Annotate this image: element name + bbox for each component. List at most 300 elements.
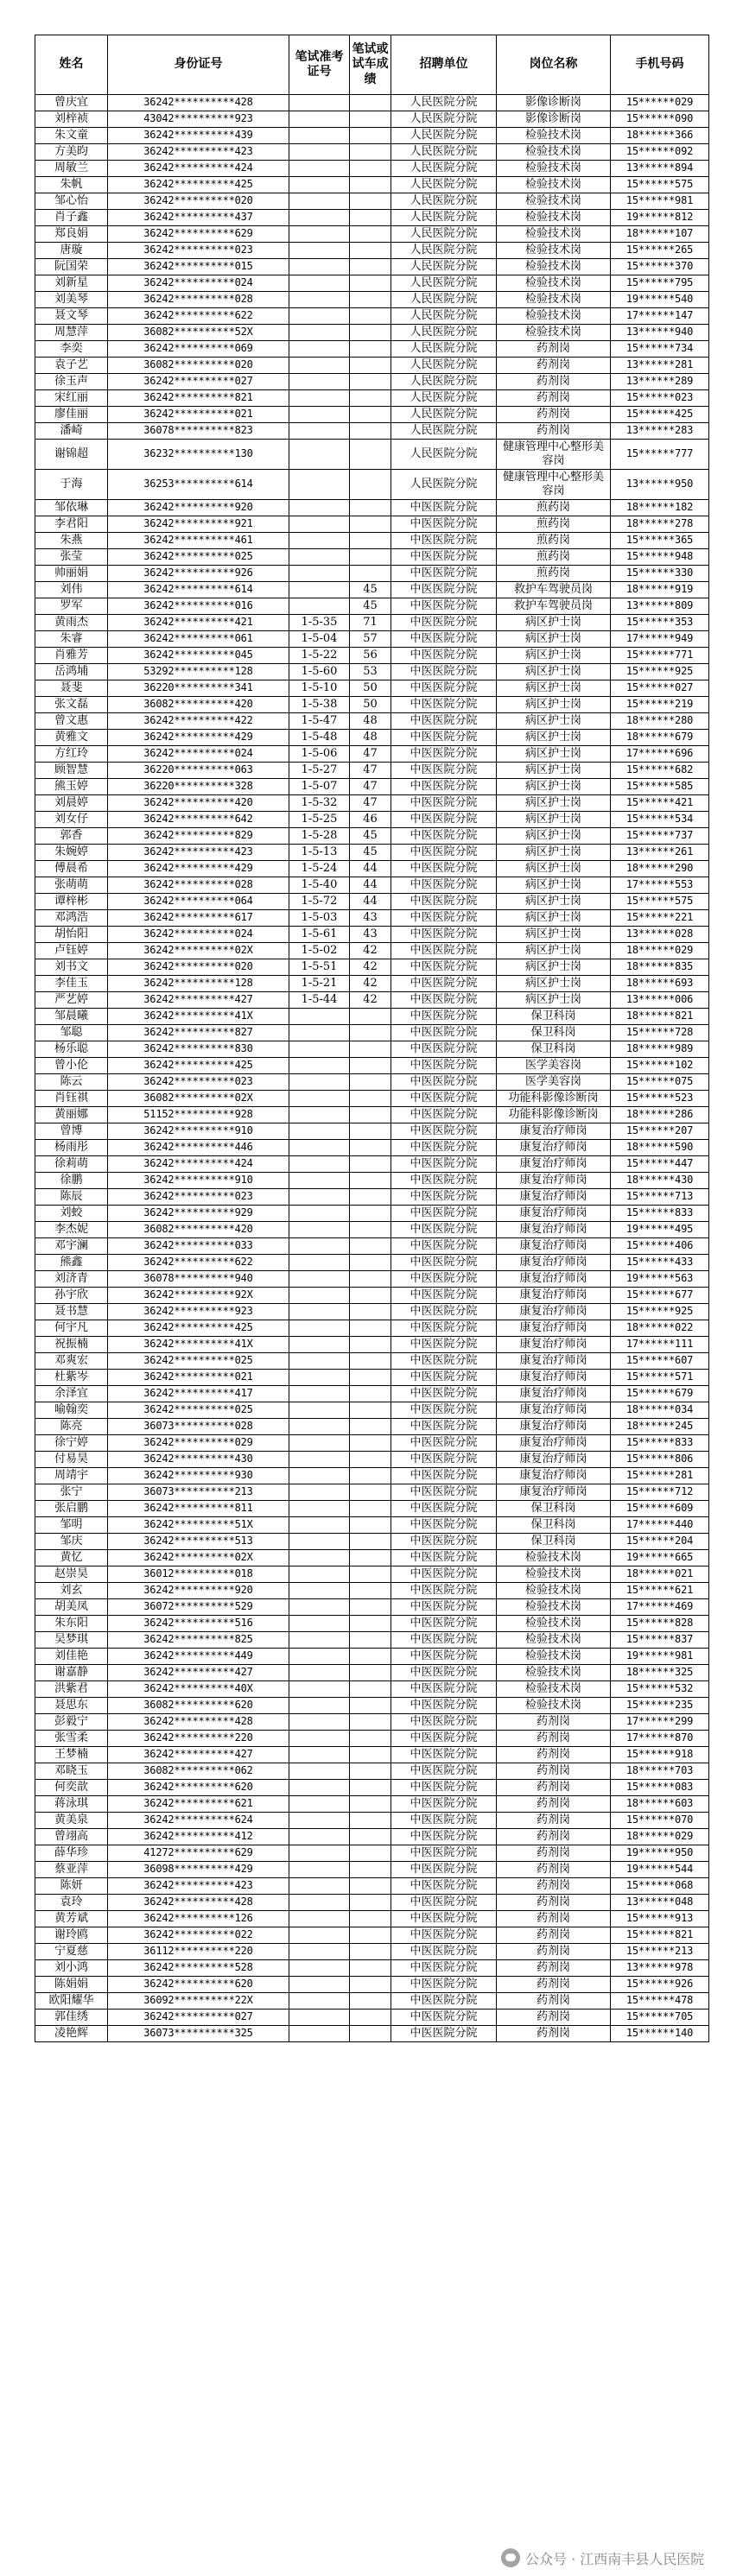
table-row [35,1501,709,1517]
cell-exam-ticket [289,1156,350,1173]
cell-employer: 中医医院分院 [391,500,497,516]
cell-name: 孙宇欣 [35,1288,108,1304]
cell-position: 保卫科岗 [497,1025,611,1041]
cell-name: 宋红丽 [35,390,108,407]
cell-employer: 中医医院分院 [391,1829,497,1845]
cell-id-number: 36242**********920 [108,500,289,516]
cell-id-number: 36242**********923 [108,1304,289,1320]
cell-name: 周慧萍 [35,325,108,341]
cell-employer: 人民医院分院 [391,128,497,144]
cell-name: 熊鑫 [35,1255,108,1271]
cell-employer: 中医医院分院 [391,1714,497,1731]
cell-score [350,1895,391,1911]
cell-exam-ticket: 1-5-07 [289,779,350,795]
wechat-icon [501,2548,520,2567]
cell-employer: 人民医院分院 [391,259,497,275]
cell-id-number: 36242**********425 [108,1058,289,1074]
cell-position: 煎药岗 [497,566,611,582]
cell-position: 检验技术岗 [497,1649,611,1665]
cell-employer: 人民医院分院 [391,407,497,423]
cell-exam-ticket [289,2026,350,2042]
cell-phone: 17******870 [611,1731,709,1747]
cell-position: 药剂岗 [497,1960,611,1977]
table-row [35,1468,709,1484]
cell-score: 47 [350,746,391,763]
cell-employer: 中医医院分院 [391,1632,497,1649]
cell-name: 刘美琴 [35,292,108,308]
cell-id-number: 36242**********02X [108,943,289,959]
cell-position: 康复治疗师岗 [497,1320,611,1337]
cell-phone: 15******219 [611,697,709,713]
cell-score [350,1665,391,1681]
cell-name: 帅丽娟 [35,566,108,582]
table-row [35,976,709,992]
cell-name: 邓晓玉 [35,1763,108,1780]
cell-score: 43 [350,927,391,943]
table-row [35,779,709,795]
cell-employer: 中医医院分院 [391,549,497,566]
cell-id-number: 36242**********421 [108,615,289,631]
cell-phone: 13******950 [611,470,709,500]
cell-score [350,1091,391,1107]
cell-employer: 中医医院分院 [391,1993,497,2010]
cell-phone: 17******440 [611,1517,709,1534]
cell-phone: 18******280 [611,713,709,730]
cell-id-number: 36242**********437 [108,210,289,226]
cell-id-number: 36242**********061 [108,631,289,648]
table-row [35,1337,709,1353]
cell-exam-ticket: 1-5-27 [289,763,350,779]
cell-position: 医学美容岗 [497,1058,611,1074]
cell-score [350,1288,391,1304]
table-row [35,1649,709,1665]
table-row [35,1173,709,1189]
table-row [35,1632,709,1649]
cell-position: 煎药岗 [497,516,611,533]
cell-id-number: 36072**********529 [108,1599,289,1616]
cell-name: 黄丽娜 [35,1107,108,1123]
cell-exam-ticket: 1-5-03 [289,910,350,927]
cell-exam-ticket [289,226,350,243]
cell-phone: 15******070 [611,1813,709,1829]
cell-phone: 19******544 [611,1862,709,1878]
cell-position: 康复治疗师岗 [497,1484,611,1501]
table-row [35,959,709,976]
cell-name: 赵崇昊 [35,1566,108,1583]
cell-name: 岳鸿埔 [35,664,108,680]
cell-name: 张启鹏 [35,1501,108,1517]
cell-score: 44 [350,894,391,910]
cell-id-number: 36242**********428 [108,1714,289,1731]
cell-score: 43 [350,910,391,927]
cell-phone: 15******585 [611,779,709,795]
cell-exam-ticket: 1-5-25 [289,812,350,828]
cell-score [350,2010,391,2026]
cell-phone: 15******771 [611,648,709,664]
cell-score [350,1550,391,1566]
table-row [35,1993,709,2010]
cell-employer: 中医医院分院 [391,894,497,910]
table-row [35,1238,709,1255]
table-row [35,1435,709,1452]
cell-employer: 中医医院分院 [391,1238,497,1255]
table-row [35,582,709,598]
cell-name: 邹聪 [35,1025,108,1041]
cell-name: 罗军 [35,598,108,615]
cell-position: 病区护士岗 [497,943,611,959]
cell-position: 药剂岗 [497,1796,611,1813]
cell-phone: 15******679 [611,1386,709,1402]
cell-name: 张莹 [35,549,108,566]
cell-phone: 17******147 [611,308,709,325]
cell-id-number: 41272**********629 [108,1845,289,1862]
table-row [35,730,709,746]
cell-id-number: 36242**********022 [108,1927,289,1944]
cell-position: 病区护士岗 [497,648,611,664]
cell-score: 57 [350,631,391,648]
cell-name: 陈云 [35,1074,108,1091]
cell-id-number: 43042**********923 [108,111,289,128]
cell-exam-ticket [289,1714,350,1731]
cell-name: 李君阳 [35,516,108,533]
cell-score [350,1780,391,1796]
cell-employer: 中医医院分院 [391,746,497,763]
cell-score: 47 [350,779,391,795]
table-row [35,1370,709,1386]
cell-phone: 13******048 [611,1895,709,1911]
cell-id-number: 36242**********220 [108,1731,289,1747]
table-row [35,812,709,828]
cell-name: 刘济青 [35,1271,108,1288]
cell-score [350,1616,391,1632]
cell-score [350,1583,391,1599]
cell-position: 康复治疗师岗 [497,1156,611,1173]
cell-employer: 中医医院分院 [391,1747,497,1763]
cell-position: 康复治疗师岗 [497,1206,611,1222]
cell-score [350,1435,391,1452]
cell-name: 薛华珍 [35,1845,108,1862]
cell-score: 45 [350,845,391,861]
cell-name: 徐鹏 [35,1173,108,1189]
table-row [35,1402,709,1419]
cell-position: 保卫科岗 [497,1534,611,1550]
cell-position: 救护车驾驶员岗 [497,582,611,598]
cell-exam-ticket [289,1763,350,1780]
cell-exam-ticket [289,1468,350,1484]
cell-name: 谭梓彬 [35,894,108,910]
cell-name: 张雪柔 [35,1731,108,1747]
cell-position: 医学美容岗 [497,1074,611,1091]
cell-phone: 15******075 [611,1074,709,1091]
cell-id-number: 36242**********929 [108,1206,289,1222]
table-row [35,1288,709,1304]
cell-phone: 15******948 [611,549,709,566]
cell-position: 康复治疗师岗 [497,1222,611,1238]
cell-position: 检验技术岗 [497,1566,611,1583]
table-row [35,1009,709,1025]
cell-employer: 中医医院分院 [391,1616,497,1632]
cell-score [350,1862,391,1878]
cell-phone: 15******571 [611,1370,709,1386]
cell-score [350,1156,391,1173]
table-row [35,828,709,845]
cell-phone: 15******833 [611,1435,709,1452]
cell-exam-ticket [289,1009,350,1025]
cell-score: 50 [350,697,391,713]
cell-id-number: 36082**********52X [108,325,289,341]
table-row [35,1271,709,1288]
cell-name: 徐玉声 [35,374,108,390]
table-row [35,516,709,533]
cell-id-number: 36242**********830 [108,1041,289,1058]
cell-id-number: 36242**********910 [108,1173,289,1189]
cell-position: 康复治疗师岗 [497,1452,611,1468]
cell-employer: 中医医院分院 [391,1156,497,1173]
table-row [35,308,709,325]
cell-score [350,1501,391,1517]
cell-name: 严艺婷 [35,992,108,1009]
cell-score [350,1452,391,1468]
cell-exam-ticket [289,1583,350,1599]
cell-name: 蒋泳琪 [35,1796,108,1813]
cell-position: 检验技术岗 [497,161,611,177]
cell-phone: 18******821 [611,1009,709,1025]
cell-exam-ticket [289,325,350,341]
cell-phone: 13******281 [611,358,709,374]
cell-position: 检验技术岗 [497,1698,611,1714]
cell-employer: 中医医院分院 [391,1337,497,1353]
cell-employer: 人民医院分院 [391,341,497,358]
cell-position: 病区护士岗 [497,927,611,943]
cell-exam-ticket: 1-5-60 [289,664,350,680]
table-row [35,861,709,877]
cell-phone: 13******289 [611,374,709,390]
cell-exam-ticket [289,1025,350,1041]
cell-position: 影像诊断岗 [497,111,611,128]
cell-name: 肖钰祺 [35,1091,108,1107]
table-row [35,440,709,470]
cell-phone: 15******365 [611,533,709,549]
cell-name: 邹心怡 [35,193,108,210]
cell-employer: 中医医院分院 [391,697,497,713]
cell-position: 病区护士岗 [497,877,611,894]
cell-exam-ticket [289,1452,350,1468]
cell-name: 邹明 [35,1517,108,1534]
cell-exam-ticket [289,1484,350,1501]
table-row [35,144,709,161]
table-row [35,549,709,566]
table-row [35,111,709,128]
cell-employer: 人民医院分院 [391,470,497,500]
cell-position: 病区护士岗 [497,861,611,877]
cell-exam-ticket [289,1616,350,1632]
cell-name: 付易昊 [35,1452,108,1468]
cell-exam-ticket [289,1878,350,1895]
cell-id-number: 36242**********417 [108,1386,289,1402]
cell-id-number: 36242**********029 [108,1435,289,1452]
cell-name: 聂文琴 [35,308,108,325]
cell-id-number: 36242**********41X [108,1009,289,1025]
cell-phone: 15******433 [611,1255,709,1271]
cell-employer: 中医医院分院 [391,1763,497,1780]
table-row [35,615,709,631]
cell-exam-ticket [289,566,350,582]
cell-employer: 中医医院分院 [391,1649,497,1665]
cell-position: 药剂岗 [497,407,611,423]
cell-phone: 13******894 [611,161,709,177]
cell-employer: 人民医院分院 [391,95,497,111]
cell-id-number: 36242**********028 [108,877,289,894]
table-row [35,648,709,664]
cell-employer: 中医医院分院 [391,1534,497,1550]
cell-score [350,1173,391,1189]
cell-phone: 15******235 [611,1698,709,1714]
table-row [35,1074,709,1091]
table-row [35,1206,709,1222]
cell-score [350,566,391,582]
cell-position: 功能科影像诊断岗 [497,1107,611,1123]
cell-exam-ticket [289,1993,350,2010]
cell-score [350,549,391,566]
cell-phone: 18******021 [611,1566,709,1583]
cell-employer: 中医医院分院 [391,1977,497,1993]
cell-phone: 15******204 [611,1534,709,1550]
cell-position: 检验技术岗 [497,1665,611,1681]
cell-phone: 18******278 [611,516,709,533]
column-header-name: 姓名 [35,35,108,95]
cell-id-number: 36242**********021 [108,1370,289,1386]
cell-position: 药剂岗 [497,1993,611,2010]
cell-phone: 13******978 [611,1960,709,1977]
cell-id-number: 36242**********429 [108,861,289,877]
cell-position: 康复治疗师岗 [497,1123,611,1140]
cell-phone: 18******679 [611,730,709,746]
cell-name: 方美昀 [35,144,108,161]
cell-position: 检验技术岗 [497,177,611,193]
cell-exam-ticket [289,1911,350,1927]
table-row [35,1041,709,1058]
cell-employer: 中医医院分院 [391,1189,497,1206]
cell-name: 吴梦琪 [35,1632,108,1649]
cell-id-number: 36242**********513 [108,1534,289,1550]
cell-phone: 15******406 [611,1238,709,1255]
cell-employer: 中医医院分院 [391,1304,497,1320]
cell-employer: 中医医院分院 [391,877,497,894]
cell-position: 病区护士岗 [497,812,611,828]
cell-employer: 中医医院分院 [391,1435,497,1452]
cell-id-number: 36242**********424 [108,1156,289,1173]
cell-phone: 18******325 [611,1665,709,1681]
cell-exam-ticket: 1-5-06 [289,746,350,763]
cell-employer: 中医医院分院 [391,1140,497,1156]
cell-phone: 15******221 [611,910,709,927]
watermark-text: 公众号 · 江西南丰县人民医院 [525,2550,705,2567]
cell-score [350,1058,391,1074]
cell-employer: 中医医院分院 [391,1731,497,1747]
cell-employer: 中医医院分院 [391,1813,497,1829]
cell-phone: 19******540 [611,292,709,308]
cell-id-number: 36242**********92X [108,1288,289,1304]
cell-name: 刘小鸿 [35,1960,108,1977]
cell-name: 邓爽宏 [35,1353,108,1370]
cell-position: 病区护士岗 [497,697,611,713]
cell-name: 陈妍 [35,1878,108,1895]
cell-score [350,1468,391,1484]
table-row [35,1222,709,1238]
cell-name: 蔡亚萍 [35,1862,108,1878]
cell-phone: 15******425 [611,407,709,423]
cell-phone: 15******575 [611,894,709,910]
cell-id-number: 36242**********449 [108,1649,289,1665]
cell-phone: 18******107 [611,226,709,243]
cell-name: 朱燕 [35,533,108,549]
cell-employer: 中医医院分院 [391,664,497,680]
cell-phone: 15******728 [611,1025,709,1041]
cell-score [350,1960,391,1977]
cell-exam-ticket [289,1435,350,1452]
cell-employer: 中医医院分院 [391,1796,497,1813]
cell-score: 42 [350,992,391,1009]
cell-name: 邹庆 [35,1534,108,1550]
cell-id-number: 36242**********423 [108,845,289,861]
table-row [35,1960,709,1977]
cell-score: 46 [350,812,391,828]
table-row [35,1911,709,1927]
cell-exam-ticket [289,128,350,144]
cell-score [350,516,391,533]
cell-position: 药剂岗 [497,1911,611,1927]
cell-exam-ticket: 1-5-28 [289,828,350,845]
cell-position: 病区护士岗 [497,828,611,845]
cell-employer: 中医医院分院 [391,615,497,631]
table-row [35,1796,709,1813]
cell-name: 刘晨婷 [35,795,108,812]
cell-score [350,1845,391,1862]
cell-employer: 中医医院分院 [391,1370,497,1386]
cell-name: 王梦楠 [35,1747,108,1763]
cell-score [350,1944,391,1960]
cell-id-number: 36220**********063 [108,763,289,779]
table-row [35,664,709,680]
table-row [35,1977,709,1993]
cell-position: 检验技术岗 [497,292,611,308]
cell-phone: 18******290 [611,861,709,877]
cell-phone: 15******925 [611,1304,709,1320]
table-row [35,1665,709,1681]
table-row [35,1829,709,1845]
cell-phone: 15******713 [611,1189,709,1206]
cell-score [350,1977,391,1993]
cell-id-number: 36242**********016 [108,598,289,615]
cell-id-number: 36242**********40X [108,1681,289,1698]
cell-phone: 17******299 [611,1714,709,1731]
cell-id-number: 36242**********420 [108,795,289,812]
cell-score [350,1222,391,1238]
cell-id-number: 36078**********823 [108,423,289,440]
cell-position: 影像诊断岗 [497,95,611,111]
cell-id-number: 36220**********328 [108,779,289,795]
table-row [35,566,709,582]
cell-score [350,1140,391,1156]
cell-phone: 15******353 [611,615,709,631]
cell-id-number: 36242**********428 [108,95,289,111]
cell-score: 53 [350,664,391,680]
cell-id-number: 36082**********062 [108,1763,289,1780]
cell-employer: 中医医院分院 [391,1386,497,1402]
column-header-exam-ticket: 笔试准考证号 [289,35,350,95]
cell-phone: 17******469 [611,1599,709,1616]
table-row [35,1747,709,1763]
